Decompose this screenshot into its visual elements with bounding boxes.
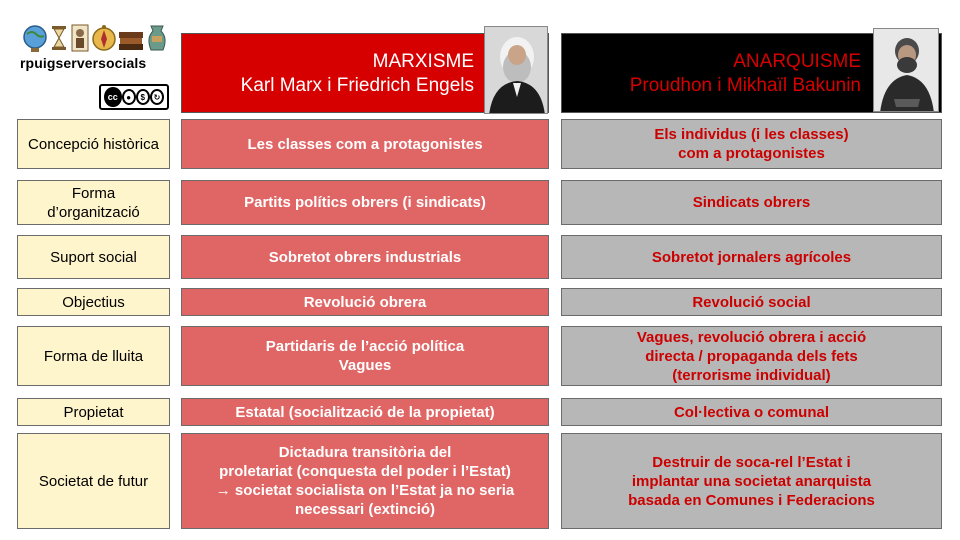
marxism-subtitle: Karl Marx i Friedrich Engels bbox=[240, 75, 474, 96]
row-label-objectives: Objectius bbox=[17, 288, 170, 316]
portrait-icon bbox=[72, 25, 88, 51]
anarchism-future-society: Destruir de soca-rel l’Estat i implantar una societat anarquista basada en Comunes i Federacions bbox=[561, 433, 942, 529]
row-label-form-of-struggle: Forma de lluita bbox=[17, 326, 170, 386]
marxism-organization: Partits polítics obrers (i sindicats) bbox=[181, 180, 549, 225]
globe-icon bbox=[24, 26, 46, 52]
nc-icon: $ bbox=[136, 89, 150, 105]
anarchism-organization: Sindicats obrers bbox=[561, 180, 942, 225]
marxism-objectives: Revolució obrera bbox=[181, 288, 549, 316]
anarchism-header bbox=[561, 33, 942, 113]
anarchism-objectives: Revolució social bbox=[561, 288, 942, 316]
cc-icon: cc bbox=[104, 87, 122, 107]
bakunin-portrait bbox=[873, 28, 939, 112]
vase-icon bbox=[149, 26, 165, 50]
row-label-historical-conception: Concepció històrica bbox=[17, 119, 170, 169]
row-label-organization: Forma d’organització bbox=[17, 180, 170, 225]
marxism-form-of-struggle: Partidaris de l’acció política Vagues bbox=[181, 326, 549, 386]
marxism-social-support: Sobretot obrers industrials bbox=[181, 235, 549, 279]
sa-icon: ↻ bbox=[150, 89, 164, 105]
marxism-historical-conception: Les classes com a protagonistes bbox=[181, 119, 549, 169]
marxism-header bbox=[181, 33, 549, 113]
marxism-property: Estatal (socialització de la propietat) bbox=[181, 398, 549, 426]
by-icon: ● bbox=[122, 89, 136, 105]
books-icon bbox=[119, 32, 143, 50]
anarchism-form-of-struggle: Vagues, revolució obrera i acció directa / propaganda dels fets (terrorisme individual) bbox=[561, 326, 942, 386]
row-label-social-support: Suport social bbox=[17, 235, 170, 279]
site-name: rpuigserversocials bbox=[20, 55, 147, 71]
anarchism-historical-conception: Els individus (i les classes) com a protagonistes bbox=[561, 119, 942, 169]
anarchism-social-support: Sobretot jornalers agrícoles bbox=[561, 235, 942, 279]
anarchism-property: Col·lectiva o comunal bbox=[561, 398, 942, 426]
row-label-property: Propietat bbox=[17, 398, 170, 426]
marxism-future-society: Dictadura transitòria del proletariat (conquesta del poder i l’Estat) → societat socialista on l’Estat ja no seria necessari (extinció) bbox=[181, 433, 549, 529]
marxism-title: MARXISME bbox=[372, 51, 474, 72]
row-label-future-society: Societat de futur bbox=[17, 433, 170, 529]
logo-icons bbox=[22, 22, 172, 54]
anarchism-subtitle: Proudhon i Mikhaïl Bakunin bbox=[629, 75, 861, 96]
compass-icon bbox=[93, 25, 115, 50]
marx-portrait bbox=[484, 26, 548, 114]
license-badge[interactable] bbox=[99, 84, 169, 110]
anarchism-title: ANARQUISME bbox=[733, 51, 861, 72]
hourglass-icon bbox=[52, 26, 66, 50]
